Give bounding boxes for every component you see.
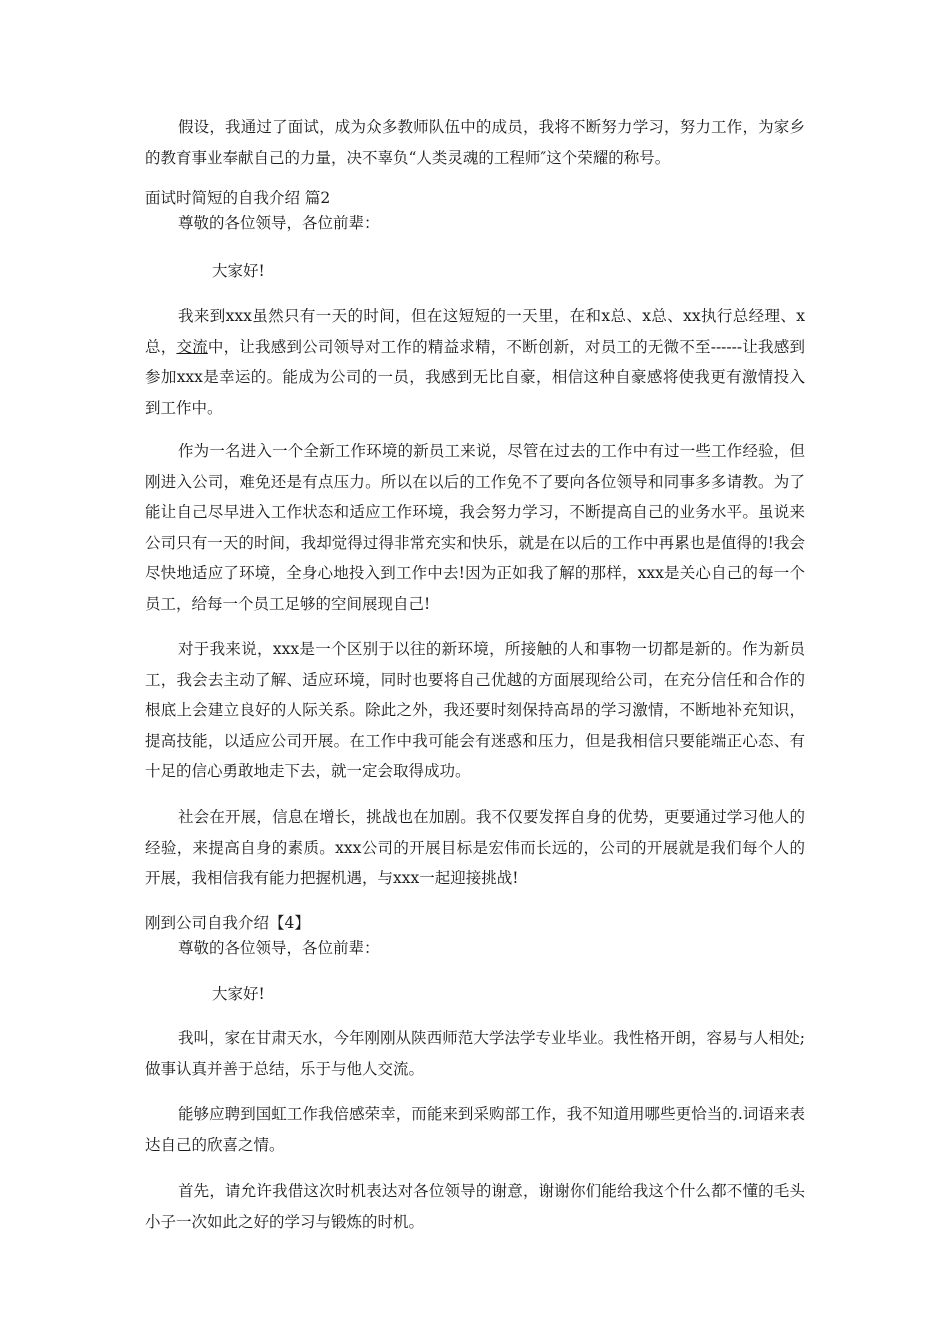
section-heading-2: 面试时简短的自我介绍 篇2 <box>145 189 331 207</box>
exchange-link[interactable]: 交流 <box>176 337 208 356</box>
section-heading-4: 刚到公司自我介绍【4】 <box>145 914 310 932</box>
salutation-4: 尊敬的各位领导，各位前辈： <box>178 939 380 957</box>
paragraph-2-2: 作为一名进入一个全新工作环境的新员工来说，尽管在过去的工作中有过一些工作经验，但刚进入公司，难免还是有点压力。所以在以后的工作免不了要向各位领导和同事多多请教。为了能让自己尽早进入工作状态和适应工作环境，我会努力学习，不断提高自己的业务水平。虽说来公司只有一天的时间，我却觉得过得非常充实和快乐，就是在以后的工作中再累也是值得的!我会尽快地适应了环境，全身心地投入到工作中去!因为正如我了解的那样，xxx是关心自己的每一个员工，给每一个员工足够的空间展现自己! <box>145 442 805 613</box>
paragraph-2-3: 对于我来说，xxx是一个区别于以往的新环境，所接触的人和事物一切都是新的。作为新员工，我会去主动了解、适应环境，同时也要将自己优越的方面展现给公司，在充分信任和合作的根底上会建立良好的人际关系。除此之外，我还要时刻保持高昂的学习激情，不断地补充知识，提高技能，以适应公司开展。在工作中我可能会有迷惑和压力，但是我相信只要能端正心态、有十足的信心勇敢地走下去，就一定会取得成功。 <box>145 640 805 781</box>
salutation-2: 尊敬的各位领导，各位前辈： <box>178 214 380 232</box>
paragraph-4-2: 能够应聘到国虹工作我倍感荣幸，而能来到采购部工作，我不知道用哪些更恰当的.词语来表达自己的欣喜之情。 <box>145 1105 805 1154</box>
paragraph-4-3: 首先，请允许我借这次时机表达对各位领导的谢意，谢谢你们能给我这个什么都不懂的毛头小子一次如此之好的学习与锻炼的时机。 <box>145 1182 805 1231</box>
paragraph-closing-teacher: 假设，我通过了面试，成为众多教师队伍中的成员，我将不断努力学习，努力工作，为家乡的教育事业奉献自己的力量，决不辜负“人类灵魂的工程师″这个荣耀的称号。 <box>145 118 805 167</box>
paragraph-2-1 <box>145 301 805 423</box>
greeting-4: 大家好! <box>212 985 265 1003</box>
paragraph-2-1-text-b: 中，让我感到公司领导对工作的精益求精，不断创新，对员工的无微不至------让我感到参加xxx是幸运的。能成为公司的一员，我感到无比自豪，相信这种自豪感将使我更有激情投入到工作中。 <box>145 337 805 417</box>
greeting-2: 大家好! <box>212 262 265 280</box>
paragraph-4-1: 我叫，家在甘肃天水，今年刚刚从陕西师范大学法学专业毕业。我性格开朗，容易与人相处;做事认真并善于总结，乐于与他人交流。 <box>145 1029 805 1078</box>
paragraph-2-4: 社会在开展，信息在增长，挑战也在加剧。我不仅要发挥自身的优势，更要通过学习他人的经验，来提高自身的素质。xxx公司的开展目标是宏伟而长远的，公司的开展就是我们每个人的开展，我相信我有能力把握机遇，与xxx一起迎接挑战! <box>145 808 805 888</box>
paragraph-2-1-text-a: 我来到xxx虽然只有一天的时间，但在这短短的一天里，在和x总、x总、xx执行总经理、x总， <box>145 307 805 356</box>
